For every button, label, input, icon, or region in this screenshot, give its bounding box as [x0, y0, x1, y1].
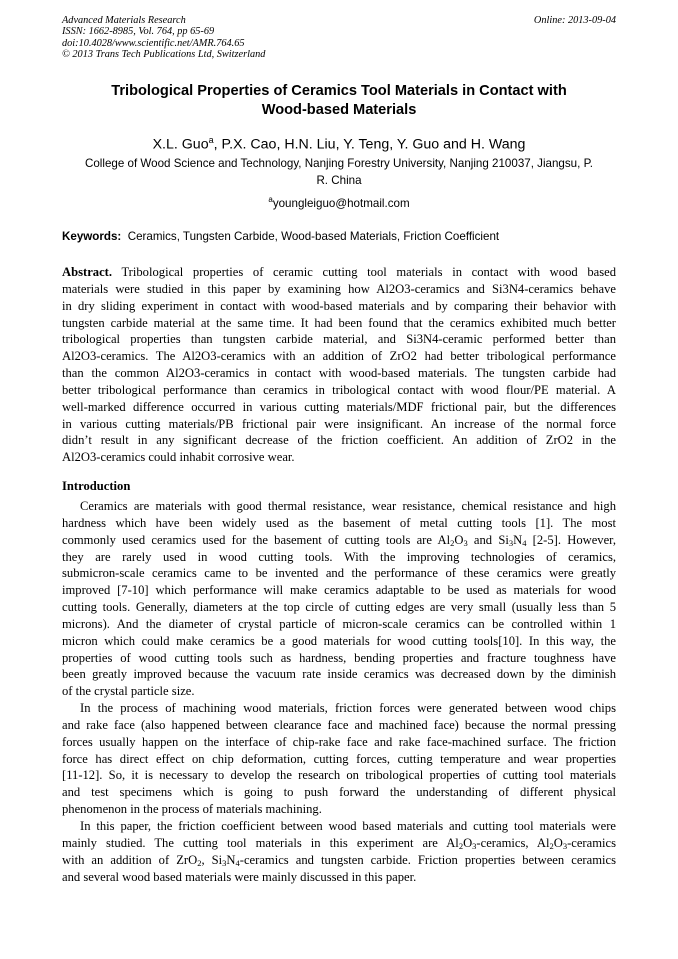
author-superscript: a — [208, 135, 214, 145]
abstract-line: well-marked difference occurred in various cutting materials/MDF frictional pair, but the differences — [62, 399, 616, 414]
paragraph-line: cutting tools. Generally, diameters at the top circle of cutting edges are very small (usually less than 5 — [62, 600, 616, 615]
paragraph-line: In the process of machining wood materials, friction forces were generated between wood chips — [80, 701, 616, 715]
affiliation-line-2: R. China — [316, 173, 362, 187]
author-list — [62, 131, 616, 154]
paragraph-line: microns). And the diameter of crystal particle of micron-scale ceramics can be controlled within 1 — [62, 616, 616, 631]
paragraph-line: with an addition of ZrO$_2$, $Si_3N_4$-ceramics and tungsten carbide. Friction properties between ceramics — [62, 852, 616, 868]
abstract-line: tungsten carbide material at the same time. It had been found that the ceramics exhibited much better — [62, 315, 616, 330]
abstract-line: Abstract. Tribological properties of ceramic cutting tool materials in contact with wood based — [62, 265, 616, 279]
title-line-2: Wood-based Materials — [261, 102, 417, 118]
keywords-text: Ceramics, Tungsten Carbide, Wood-based Materials, Friction Coefficient — [127, 230, 500, 243]
paragraph-line: of the crystal particle size. — [62, 684, 195, 699]
affiliation — [62, 156, 616, 189]
paragraph-line: properties of wood cutting tools such as hardness, bending properties and fracture toughness have — [62, 650, 616, 665]
paragraph-line: mainly studied. The cutting tool materials in this experiment are $Al_2O_3$-ceramics, $Al_2O_3$-ceramics — [62, 835, 617, 851]
intro-paragraph-3 — [62, 818, 616, 885]
running-header — [62, 15, 265, 61]
affiliation-line-1: College of Wood Science and Technology, Nanjing Forestry University, Nanjing 210037, Jiangsu, P. — [84, 157, 594, 170]
journal-name: Advanced Materials Research — [62, 15, 186, 26]
abstract-line: better tribological performance than ceramics in tribological contact with wood flour/PE material. A — [62, 382, 616, 397]
keywords-label: Keywords: — [62, 230, 122, 243]
paragraph-line: commonly used ceramics used for the basement of cutting tools are $Al_2O_3$ and $Si_3N_4$ [2-5]. However, — [62, 532, 617, 548]
paragraph-line: forces usually happen on the interface of chip-rake face and rake face-machined surface. The friction — [62, 734, 616, 749]
paragraph-line: submicron-scale ceramics came to be invented and the performance of these ceramics were greatly — [62, 566, 616, 581]
abstract-line: in various cutting materials/PB frictional pair were insignificant. An increase of the normal force — [62, 416, 616, 431]
abstract-line: Al2O3-ceramics could inhabit corrosive wear. — [62, 450, 295, 465]
paragraph-line: and test specimens which is going to push forward the understanding of different physical — [62, 785, 616, 800]
intro-paragraph-1 — [62, 498, 616, 700]
paper-title — [62, 82, 616, 120]
abstract-line: didn’t result in any significant decrease of the friction coefficient. An addition of ZrO2 in the — [62, 433, 616, 448]
paragraph-line: In this paper, the friction coefficient between wood based materials and cutting tool materials were — [80, 819, 616, 833]
paragraph-line: Ceramics are materials with good thermal resistance, wear resistance, chemical resistance and high — [80, 499, 616, 513]
keywords — [62, 229, 616, 245]
paragraph-line: and rake face (also happened between clearance face and machined face) because the normal pressing — [62, 717, 616, 732]
abstract — [62, 264, 616, 466]
doi-line: doi:10.4028/www.scientific.net/AMR.764.65 — [62, 37, 245, 49]
author-email — [62, 192, 616, 212]
abstract-line: tribological properties than tungsten carbide material, and Si3N4-ceramic performed better than — [62, 332, 616, 347]
paragraph-line: improved [7-10] which performance will make ceramics adaptable to be used as materials for wood — [62, 583, 616, 598]
title-line-1: Tribological Properties of Ceramics Tool Materials in Contact with — [111, 83, 567, 99]
section-heading-introduction: Introduction — [62, 479, 131, 493]
paragraph-line: been greatly improved because the vacuum rate inside ceramics was decreased down by the diminish — [62, 667, 616, 682]
abstract-line: in dry sliding experiment in contact with wood-based materials and by comparing their behavior with — [62, 298, 616, 313]
online-date: Online: 2013-09-04 — [533, 15, 616, 26]
paragraph-line: phenomenon in the process of materials machining. — [62, 802, 322, 817]
abstract-line: than the common Al2O3-ceramics in contact with wood-based materials. The tungsten carbide had — [62, 366, 616, 381]
other-authors: , P.X. Cao, H.N. Liu, Y. Teng, Y. Guo and H. Wang — [213, 136, 526, 153]
issn-line: ISSN: 1662-8985, Vol. 764, pp 65-69 — [62, 26, 215, 38]
abstract-label: Abstract. — [62, 265, 113, 279]
paragraph-line: they are rarely used in wood cutting tools. With the improving technologies of ceramics, — [62, 549, 616, 564]
intro-paragraph-2 — [62, 700, 616, 818]
abstract-line: materials were studied in this paper by examining how Al2O3-ceramics and Si3N4-ceramics behave — [62, 281, 616, 296]
paragraph-line: and several wood based materials were mainly discussed in this paper. — [62, 869, 417, 884]
paragraph-line: micron which could make ceramics be a good materials for wood cutting tools[10]. In this way, the — [62, 633, 616, 648]
email-superscript: a — [268, 195, 273, 204]
abstract-line: Al2O3-ceramics. The Al2O3-ceramics with an addition of ZrO2 had better tribological performance — [62, 349, 616, 364]
first-author: X.L. Guo — [152, 136, 209, 153]
paragraph-line: [11-12]. So, it is necessary to develop the research on tribological properties of cutting tool materials — [62, 768, 616, 783]
copyright-line: © 2013 Trans Tech Publications Ltd, Switzerland — [62, 49, 266, 61]
paragraph-line: hardness which have been widely used as the basement of metal cutting tools [1]. The most — [62, 515, 616, 530]
paragraph-line: force has direct effect on chip deformation, cutting forces, cutting temperature and wear properties — [62, 751, 616, 766]
email-address[interactable]: youngleiguo@hotmail.com — [272, 196, 410, 210]
